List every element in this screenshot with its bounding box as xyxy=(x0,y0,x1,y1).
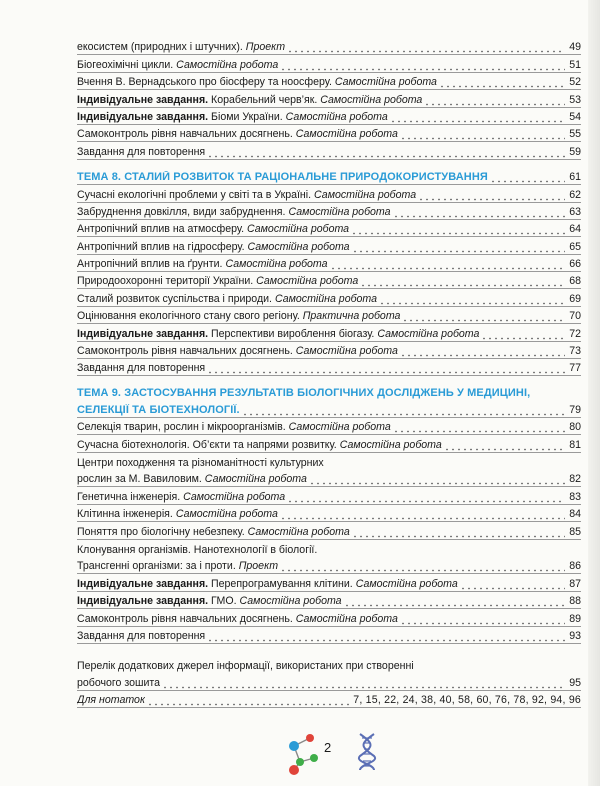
page-ref: 86 xyxy=(569,560,581,573)
leader-dots xyxy=(490,171,565,183)
page-ref: 95 xyxy=(569,676,581,689)
entry-title: Корабельний черв’як. xyxy=(211,93,321,106)
toc-group-theme-8 xyxy=(77,185,581,376)
toc-entry[interactable] xyxy=(77,487,581,504)
entry-title: Поняття про біологічну небезпеку. xyxy=(77,525,248,538)
entry-bold-prefix: Індивідуальне завдання. xyxy=(77,110,212,123)
theme-9-heading-line1[interactable] xyxy=(77,384,581,400)
leader-dots xyxy=(460,578,565,590)
theme-8-title: ТЕМА 8. СТАЛИЙ РОЗВИТОК ТА РАЦІОНАЛЬНЕ ПРИРОДОКОРИСТУВАННЯ xyxy=(77,171,488,184)
entry-text xyxy=(77,59,278,71)
entry-title: Генетична інженерія. xyxy=(77,490,184,503)
entry-work-type: Самостійна робота xyxy=(288,205,391,218)
toc-entry[interactable] xyxy=(77,272,581,289)
leader-dots xyxy=(439,76,565,88)
entry-title: рослин за М. Вавиловим. xyxy=(77,473,205,486)
page-ref: 59 xyxy=(569,145,581,158)
toc-entry[interactable] xyxy=(77,627,581,644)
entry-work-type: Самостійна робота xyxy=(288,421,391,434)
page-ref: 55 xyxy=(569,128,581,141)
leader-dots xyxy=(393,206,565,218)
toc-entry[interactable] xyxy=(77,255,581,272)
page-ref: 61 xyxy=(569,171,581,184)
entry-text xyxy=(77,421,391,433)
page-ref: 53 xyxy=(569,93,581,106)
leader-dots xyxy=(207,362,565,374)
leader-dots xyxy=(162,677,565,689)
dna-icon xyxy=(356,732,378,772)
page-ref: 89 xyxy=(569,612,581,625)
entry-bold-prefix: Індивідуальне завдання. xyxy=(77,327,212,340)
toc-entry[interactable] xyxy=(77,574,581,591)
page-ref: 62 xyxy=(569,188,581,201)
entry-work-type: Самостійна робота xyxy=(320,93,423,106)
leader-dots xyxy=(287,41,565,53)
entry-title: Вчення В. Вернадського про біосферу та ноосферу. xyxy=(77,76,335,89)
page-ref: 54 xyxy=(569,110,581,123)
entry-title: Самоконтроль рівня навчальних досягнень. xyxy=(77,345,296,358)
toc-entry[interactable] xyxy=(77,609,581,626)
page-ref: 64 xyxy=(569,223,581,236)
entry-text xyxy=(77,508,278,520)
entry-text xyxy=(77,630,205,642)
entry-title: Клонування організмів. Нанотехнології в біології. xyxy=(77,543,318,556)
entry-work-type: Самостійна робота xyxy=(239,595,342,608)
entry-bold-prefix: Індивідуальне завдання. xyxy=(77,93,212,106)
leader-dots xyxy=(390,111,565,123)
entry-work-type: Практична робота xyxy=(302,310,401,323)
toc-entry[interactable] xyxy=(77,185,581,202)
page-ref: 49 xyxy=(569,41,581,54)
entry-text xyxy=(77,345,398,357)
entry-title: Завдання для повторення xyxy=(77,145,206,158)
toc-entry[interactable] xyxy=(77,237,581,254)
toc-entry[interactable] xyxy=(77,522,581,539)
leader-dots xyxy=(444,439,565,451)
entry-title: Перепрограмування клітини. xyxy=(211,577,356,590)
toc-entry[interactable] xyxy=(77,90,581,107)
page-ref: 93 xyxy=(569,629,581,642)
leader-dots xyxy=(400,128,565,140)
page-ref: 85 xyxy=(569,525,581,538)
toc-entry[interactable] xyxy=(77,453,581,470)
entry-work-type: Самостійна робота xyxy=(204,473,307,486)
leader-dots xyxy=(147,694,351,706)
sources-text-line2: робочого зошита xyxy=(77,676,161,689)
entry-text xyxy=(77,310,400,322)
entry-work-type: Самостійна робота xyxy=(247,223,350,236)
leader-dots xyxy=(287,491,565,503)
entry-title: Сучасні екологічні проблеми у світі та в Україні. xyxy=(77,188,315,201)
entry-work-type: Самостійна робота xyxy=(225,258,328,271)
leader-dots xyxy=(330,258,565,270)
entry-work-type: Самостійна робота xyxy=(295,345,398,358)
toc-entry[interactable] xyxy=(77,73,581,90)
notes-entry[interactable] xyxy=(77,691,581,708)
entry-text xyxy=(77,111,388,123)
entry-title: Центри походження та різноманітності культурних xyxy=(77,456,324,469)
theme-8-heading[interactable] xyxy=(77,168,581,185)
leader-dots xyxy=(402,310,565,322)
entry-work-type: Самостійна робота xyxy=(334,76,437,89)
page-ref: 81 xyxy=(569,438,581,451)
page-ref: 63 xyxy=(569,205,581,218)
toc-entry[interactable] xyxy=(77,203,581,220)
sources-entry-line1[interactable] xyxy=(77,656,581,673)
entry-work-type: Самостійна робота xyxy=(176,58,279,71)
entry-text xyxy=(77,526,350,538)
page-ref: 84 xyxy=(569,508,581,521)
entry-title: Завдання для повторення xyxy=(77,362,206,375)
entry-title: Сталий розвиток суспільства і природи. xyxy=(77,292,275,305)
entry-text xyxy=(77,258,328,270)
entry-work-type: Самостійна робота xyxy=(339,438,442,451)
leader-dots xyxy=(424,94,565,106)
page-ref: 65 xyxy=(569,240,581,253)
entry-text xyxy=(77,41,285,53)
toc-entry[interactable] xyxy=(77,342,581,359)
toc-entry[interactable] xyxy=(77,359,581,376)
entry-work-type: Проект xyxy=(245,41,286,54)
page-ref: 70 xyxy=(569,310,581,323)
entry-title: Завдання для повторення xyxy=(77,629,206,642)
toc-entry[interactable] xyxy=(77,289,581,306)
entry-text xyxy=(77,439,442,451)
page-ref: 73 xyxy=(569,345,581,358)
entry-title: Біогеохімічні цикли. xyxy=(77,58,177,71)
leader-dots xyxy=(360,275,565,287)
toc-entry[interactable] xyxy=(77,540,581,557)
entry-title: екосистем (природних і штучних). xyxy=(77,41,246,54)
entry-title: ГМО. xyxy=(211,595,240,608)
theme-9-title-line1: ТЕМА 9. ЗАСТОСУВАННЯ РЕЗУЛЬТАТІВ БІОЛОГІЧНИХ ДОСЛІДЖЕНЬ У МЕДИЦИНІ, xyxy=(77,387,531,400)
toc-entry[interactable] xyxy=(77,125,581,142)
toc-entry[interactable] xyxy=(77,557,581,574)
page-ref: 80 xyxy=(569,421,581,434)
leader-dots xyxy=(400,345,565,357)
sources-text-line1: Перелік додаткових джерел інформації, використаних при створенні xyxy=(77,660,414,673)
toc-entry[interactable] xyxy=(77,592,581,609)
entry-work-type: Самостійна робота xyxy=(175,508,278,521)
entry-text xyxy=(77,94,422,106)
entry-text xyxy=(77,275,358,287)
entry-title: Перспективи вироблення біогазу. xyxy=(211,327,378,340)
leader-dots xyxy=(481,328,565,340)
entry-text xyxy=(77,544,317,556)
entry-work-type: Самостійна робота xyxy=(295,128,398,141)
page-ref: 51 xyxy=(569,58,581,71)
entry-title: Трансгенні організми: за і проти. xyxy=(77,560,239,573)
page-ref: 88 xyxy=(569,595,581,608)
page-ref: 68 xyxy=(569,275,581,288)
entry-work-type: Самостійна робота xyxy=(247,240,350,253)
entry-title: Оцінювання екологічного стану свого регіону. xyxy=(77,310,303,323)
leader-dots xyxy=(309,473,565,485)
toc-entry[interactable] xyxy=(77,142,581,159)
page-ref: 66 xyxy=(569,258,581,271)
page-ref: 79 xyxy=(569,403,581,416)
leader-dots xyxy=(280,560,565,572)
entry-title: Природоохоронні території України. xyxy=(77,275,257,288)
leader-dots xyxy=(344,595,565,607)
leader-dots xyxy=(379,293,565,305)
molecule-icon xyxy=(280,724,328,776)
entry-work-type: Самостійна робота xyxy=(256,275,359,288)
entry-bold-prefix: Індивідуальне завдання. xyxy=(77,577,212,590)
entry-work-type: Самостійна робота xyxy=(247,525,350,538)
theme-9-heading-line2[interactable] xyxy=(77,400,581,417)
entry-title: Клітинна інженерія. xyxy=(77,508,176,521)
toc-entry[interactable] xyxy=(77,108,581,125)
entry-text xyxy=(77,613,398,625)
leader-dots xyxy=(400,613,565,625)
toc-entry[interactable] xyxy=(77,55,581,72)
entry-text xyxy=(77,560,278,572)
entry-title: Антропічний вплив на атмосферу. xyxy=(77,223,247,236)
entry-text xyxy=(77,362,205,374)
leader-dots xyxy=(352,526,565,538)
page-ref: 87 xyxy=(569,577,581,590)
entry-text xyxy=(77,457,324,469)
entry-work-type: Самостійна робота xyxy=(285,110,388,123)
table-of-contents xyxy=(77,38,581,708)
entry-text xyxy=(77,328,479,340)
toc-entry[interactable] xyxy=(77,307,581,324)
entry-title: Самоконтроль рівня навчальних досягнень. xyxy=(77,128,296,141)
sources-entry-line2[interactable] xyxy=(77,673,581,690)
entry-text xyxy=(77,128,398,140)
leader-dots xyxy=(280,59,565,71)
leader-dots xyxy=(351,223,565,235)
page-ref: 52 xyxy=(569,76,581,89)
entry-title: Самоконтроль рівня навчальних досягнень. xyxy=(77,612,296,625)
entry-title: Сучасна біотехнологія. Об’єкти та напрями розвитку. xyxy=(77,438,340,451)
entry-work-type: Самостійна робота xyxy=(295,612,398,625)
leader-dots xyxy=(207,630,565,642)
leader-dots xyxy=(352,241,565,253)
toc-group-ecosystems xyxy=(77,38,581,160)
leader-dots xyxy=(207,146,565,158)
toc-group-theme-9 xyxy=(77,418,581,644)
entry-text xyxy=(77,146,205,158)
entry-title: Біоми України. xyxy=(211,110,286,123)
entry-work-type: Проект xyxy=(238,560,279,573)
toc-entry[interactable] xyxy=(77,220,581,237)
page-edge xyxy=(588,0,600,786)
entry-title: Селекція тварин, рослин і мікроорганізмів. xyxy=(77,421,289,434)
entry-work-type: Самостійна робота xyxy=(274,292,378,305)
theme-9-title-line2: СЕЛЕКЦІЇ ТА БІОТЕХНОЛОГІЇ. xyxy=(77,403,240,416)
toc-entry[interactable] xyxy=(77,418,581,435)
leader-dots xyxy=(242,404,565,416)
entry-text xyxy=(77,241,350,253)
leader-dots xyxy=(393,421,565,433)
toc-entry[interactable] xyxy=(77,324,581,341)
page-ref: 72 xyxy=(569,327,581,340)
toc-entry[interactable] xyxy=(77,505,581,522)
leader-dots xyxy=(418,189,565,201)
entry-text xyxy=(77,223,349,235)
entry-work-type: Самостійна робота xyxy=(355,577,458,590)
entry-text xyxy=(77,595,342,607)
entry-title: Забруднення довкілля, види забруднення. xyxy=(77,205,289,218)
entry-text xyxy=(77,189,416,201)
entry-text xyxy=(77,76,437,88)
page-ref: 77 xyxy=(569,362,581,375)
entry-text xyxy=(77,491,285,503)
toc-entry[interactable] xyxy=(77,38,581,55)
entry-text xyxy=(77,206,391,218)
entry-text xyxy=(77,293,377,305)
toc-entry[interactable] xyxy=(77,435,581,452)
toc-entry[interactable] xyxy=(77,470,581,487)
entry-title: Антропічний вплив на ґрунти. xyxy=(77,258,226,271)
leader-dots xyxy=(280,508,565,520)
page-number: 2 xyxy=(324,740,332,755)
entry-text xyxy=(77,578,458,590)
page-ref: 82 xyxy=(569,473,581,486)
notes-label: Для нотаток xyxy=(77,694,145,707)
entry-work-type: Самостійна робота xyxy=(314,188,417,201)
entry-work-type: Самостійна робота xyxy=(377,327,480,340)
entry-work-type: Самостійна робота xyxy=(183,490,286,503)
page-ref: 83 xyxy=(569,490,581,503)
entry-text xyxy=(77,473,307,485)
entry-bold-prefix: Індивідуальне завдання. xyxy=(77,595,212,608)
page-ref: 69 xyxy=(569,292,581,305)
entry-title: Антропічний вплив на гідросферу. xyxy=(77,240,248,253)
notes-pages: 7, 15, 22, 24, 38, 40, 58, 60, 76, 78, 92, 94, 96 xyxy=(353,694,581,707)
